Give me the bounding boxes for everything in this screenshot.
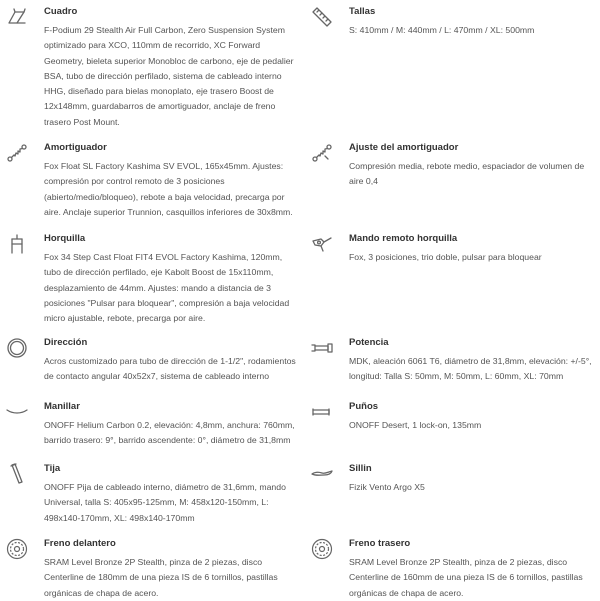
- seatpost-icon: [6, 463, 28, 485]
- headset-icon: [6, 337, 28, 359]
- bike-frame-icon: [6, 6, 28, 28]
- spec-description: Fox 34 Step Cast Float FIT4 EVOL Factory Kashima, 120mm, tubo de dirección perfilado, eje Kabolt Boost de 15x110mm, desplazamiento de 44mm. Ajustes: mando a distancia de 3 posiciones "Pulsar para bloquear", compresión a baja velocidad micro ajustable, rebote, precarga por aire.: [44, 252, 290, 324]
- spec-title: Ajuste del amortiguador: [349, 142, 459, 153]
- spec-title: Tija: [44, 463, 61, 474]
- spec-description: S: 410mm / M: 440mm / L: 470mm / XL: 500mm: [349, 25, 535, 35]
- spec-description: F-Podium 29 Stealth Air Full Carbon, Zero Suspension System optimizado para XCO, 110mm de recorrido, XC Forward Geometry, bieleta superior Monobloc de carbono, eje de pedalier BSA, tubo de dirección perfilado, sistema de cableado interno HHG, diseñado para bielas monoplato, eje trasero Boost de 12x148mm, guardabarros de amortiguador, anclaje de freno trasero Post Mount.: [44, 25, 294, 127]
- saddle-icon: [311, 463, 333, 485]
- spec-description: Acros customizado para tubo de dirección de 1-1/2", rodamientos de contacto angular 40x52x7, sistema de cableado interno: [44, 356, 296, 382]
- spec-title: Horquilla: [44, 233, 86, 244]
- fork-icon: [6, 233, 28, 255]
- shock-adjust-icon: [311, 142, 333, 164]
- spec-description: ONOFF Pija de cableado interno, diámetro de 31,6mm, mando Universal, talla S: 405x95-125mm, M: 458x120-150mm, L: 498x140-170mm, XL: 498x140-170mm: [44, 482, 286, 523]
- brake-rotor-icon: [6, 538, 28, 560]
- spec-title: Freno delantero: [44, 538, 116, 549]
- spec-description: MDK, aleación 6061 T6, diámetro de 31,8mm, elevación: +/-5°, longitud: Talla S: 50mm, M: 50mm, L: 60mm, XL: 70mm: [349, 356, 592, 382]
- spec-description: Fox, 3 posiciones, trio doble, pulsar para bloquear: [349, 252, 542, 262]
- spec-title: Tallas: [349, 6, 376, 17]
- handlebar-icon: [6, 401, 28, 423]
- spec-description: SRAM Level Bronze 2P Stealth, pinza de 2 piezas, disco Centerline de 160mm de una pieza IS de 6 tornillos, pastillas orgánicas de chapa de acero.: [349, 557, 583, 598]
- spec-description: SRAM Level Bronze 2P Stealth, pinza de 2 piezas, disco Centerline de 180mm de una pieza IS de 6 tornillos, pastillas orgánicas de chapa de acero.: [44, 557, 278, 598]
- spec-title: Amortiguador: [44, 142, 107, 153]
- spec-description: Compresión media, rebote medio, espaciador de volumen de aire 0,4: [349, 161, 585, 187]
- spec-title: Manillar: [44, 401, 80, 412]
- spec-title: Cuadro: [44, 6, 78, 17]
- grip-icon: [311, 401, 333, 423]
- stem-icon: [311, 337, 333, 359]
- spec-description: Fox Float SL Factory Kashima SV EVOL, 165x45mm. Ajustes: compresión por control remoto de 3 posiciones (abierto/medio/bloqueo), rebote a baja velocidad, precarga por aire. Anclaje superior Trunnion, casquillos inferiores de 30x8mm.: [44, 161, 293, 217]
- spec-title: Puños: [349, 401, 379, 412]
- spec-title: Freno trasero: [349, 538, 411, 549]
- spec-description: Fizik Vento Argo X5: [349, 482, 425, 492]
- spec-title: Mando remoto horquilla: [349, 233, 458, 244]
- spec-title: Sillin: [349, 463, 372, 474]
- spec-title: Potencia: [349, 337, 389, 348]
- ruler-icon: [311, 6, 333, 28]
- spec-description: ONOFF Desert, 1 lock-on, 135mm: [349, 420, 482, 430]
- rear-shock-icon: [6, 142, 28, 164]
- remote-lever-icon: [311, 233, 333, 255]
- spec-description: ONOFF Helium Carbon 0.2, elevación: 4,8mm, anchura: 760mm, barrido trasero: 9°, barrido ascendente: 0°, diámetro de 31,8mm: [44, 420, 295, 446]
- spec-title: Dirección: [44, 337, 88, 348]
- brake-rotor-icon: [311, 538, 333, 560]
